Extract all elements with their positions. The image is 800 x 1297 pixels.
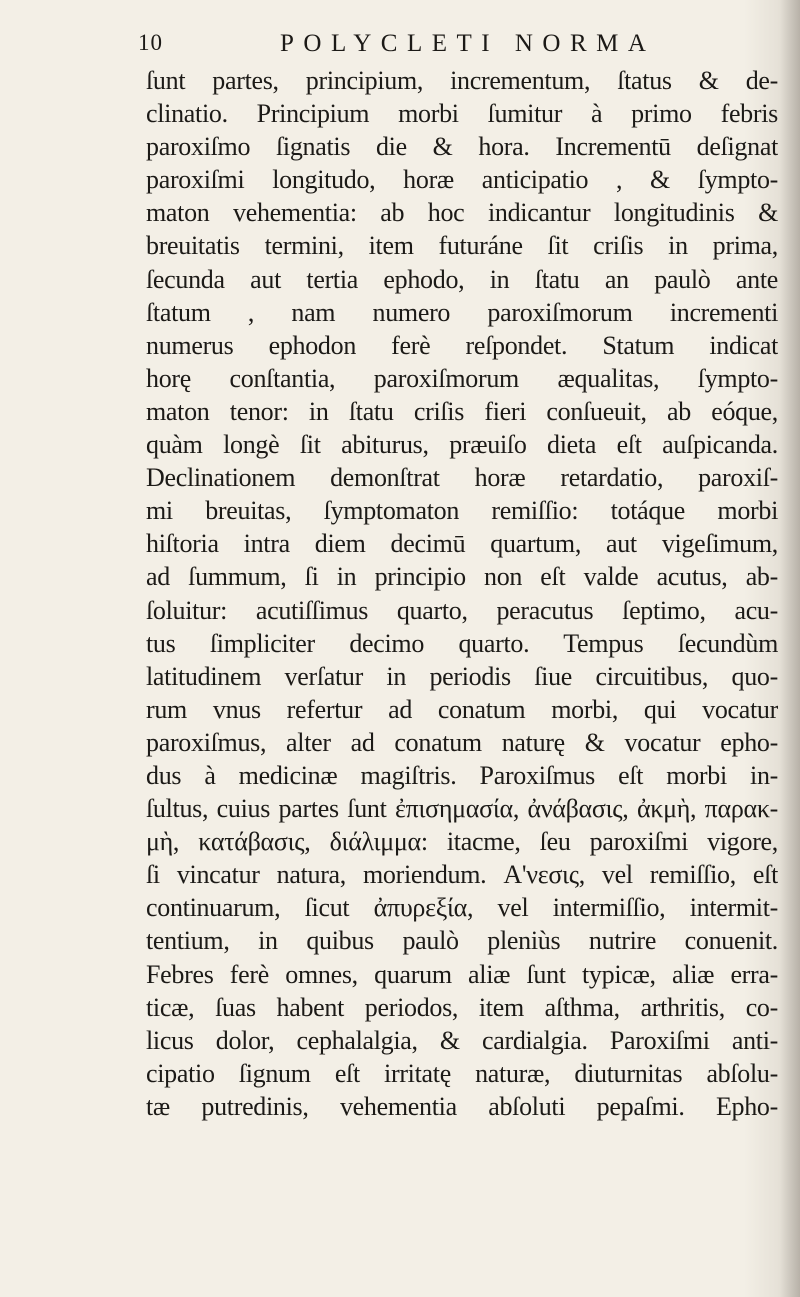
text-line: tæ putredinis, vehementia abſoluti pepaſmi. Epho- [146,1091,778,1121]
text-line: cipatio ſignum eſt irritatę naturæ, diuturnitas abſolu- [146,1058,778,1088]
text-line: Febres ferè omnes, quarum aliæ ſunt typicæ, aliæ erra- [146,959,778,989]
text-line: licus dolor, cephalalgia, & cardialgia. Paroxiſmi anti- [146,1025,778,1055]
text-line: ſoluitur: acutiſſimus quarto, peracutus ſeptimo, acu- [146,595,778,625]
text-line: horę conſtantia, paroxiſmorum æqualitas, ſympto- [146,363,778,393]
text-line: paroxiſmus, alter ad conatum naturę & vocatur epho- [146,727,778,757]
text-line: rum vnus refertur ad conatum morbi, qui vocatur [146,694,778,724]
text-line: paroxiſmo ſignatis die & hora. Incrementū deſignat [146,132,778,162]
text-line: ticæ, ſuas habent periodos, item aſthma, arthritis, co- [146,992,778,1022]
text-line: quàm longè ſit abiturus, præuiſo dieta eſt auſpicanda. [146,430,778,460]
text-line: ſi vincatur natura, moriendum. Α'νεσις, vel remiſſio, eſt [146,860,778,890]
text-line: maton tenor: in ſtatu criſis fieri conſueuit, ab eóque, [146,396,778,426]
text-line: tus ſimpliciter decimo quarto. Tempus ſecundùm [146,628,778,658]
text-line: ſunt partes, principium, incrementum, ſtatus & de- [146,66,778,95]
text-line: maton vehementia: ab hoc indicantur longitudinis & [146,198,778,228]
text-line: ſultus, cuius partes ſunt ἐπισημασία, ἀνάβασις, ἀκμὴ, παρακ- [146,794,778,824]
page-edge-shadow [780,0,800,1297]
text-line: latitudinem verſatur in periodis ſiue circuitibus, quo- [146,661,778,691]
text-line: ſtatum , nam numero paroxiſmorum incrementi [146,297,778,327]
text-line: mi breuitas, ſymptomaton remiſſio: totáque morbi [146,496,778,526]
text-line: Declinationem demonſtrat horæ retardatio, paroxiſ- [146,463,778,493]
text-line: ſecunda aut tertia ephodo, in ſtatu an paulò ante [146,264,778,294]
running-head [138,30,778,64]
text-line: tentium, in quibus paulò pleniùs nutrire conuenit. [146,926,778,956]
text-line: hiſtoria intra diem decimū quartum, aut vigeſimum, [146,529,778,559]
text-line: breuitatis termini, item futuráne ſit criſis in prima, [146,231,778,261]
text-line: clinatio. Principium morbi ſumitur à primo febris [146,99,778,129]
text-line: numerus ephodon ferè reſpondet. Statum indicat [146,330,778,360]
text-line: dus à medicinæ magiſtris. Paroxiſmus eſt morbi in- [146,760,778,790]
body-text [146,64,778,1123]
text-line: continuarum, ſicut ἀπυρεξία, vel intermiſſio, intermit- [146,893,778,923]
text-line: ad ſummum, ſi in principio non eſt valde acutus, ab- [146,562,778,592]
text-line: paroxiſmi longitudo, horæ anticipatio , & ſympto- [146,165,778,195]
running-title: POLYCLETI NORMA [280,30,656,57]
page-number: 10 [138,30,163,55]
text-line: μὴ, κατάβασις, διάλιμμα: itacme, ſeu paroxiſmi vigore, [146,827,778,857]
